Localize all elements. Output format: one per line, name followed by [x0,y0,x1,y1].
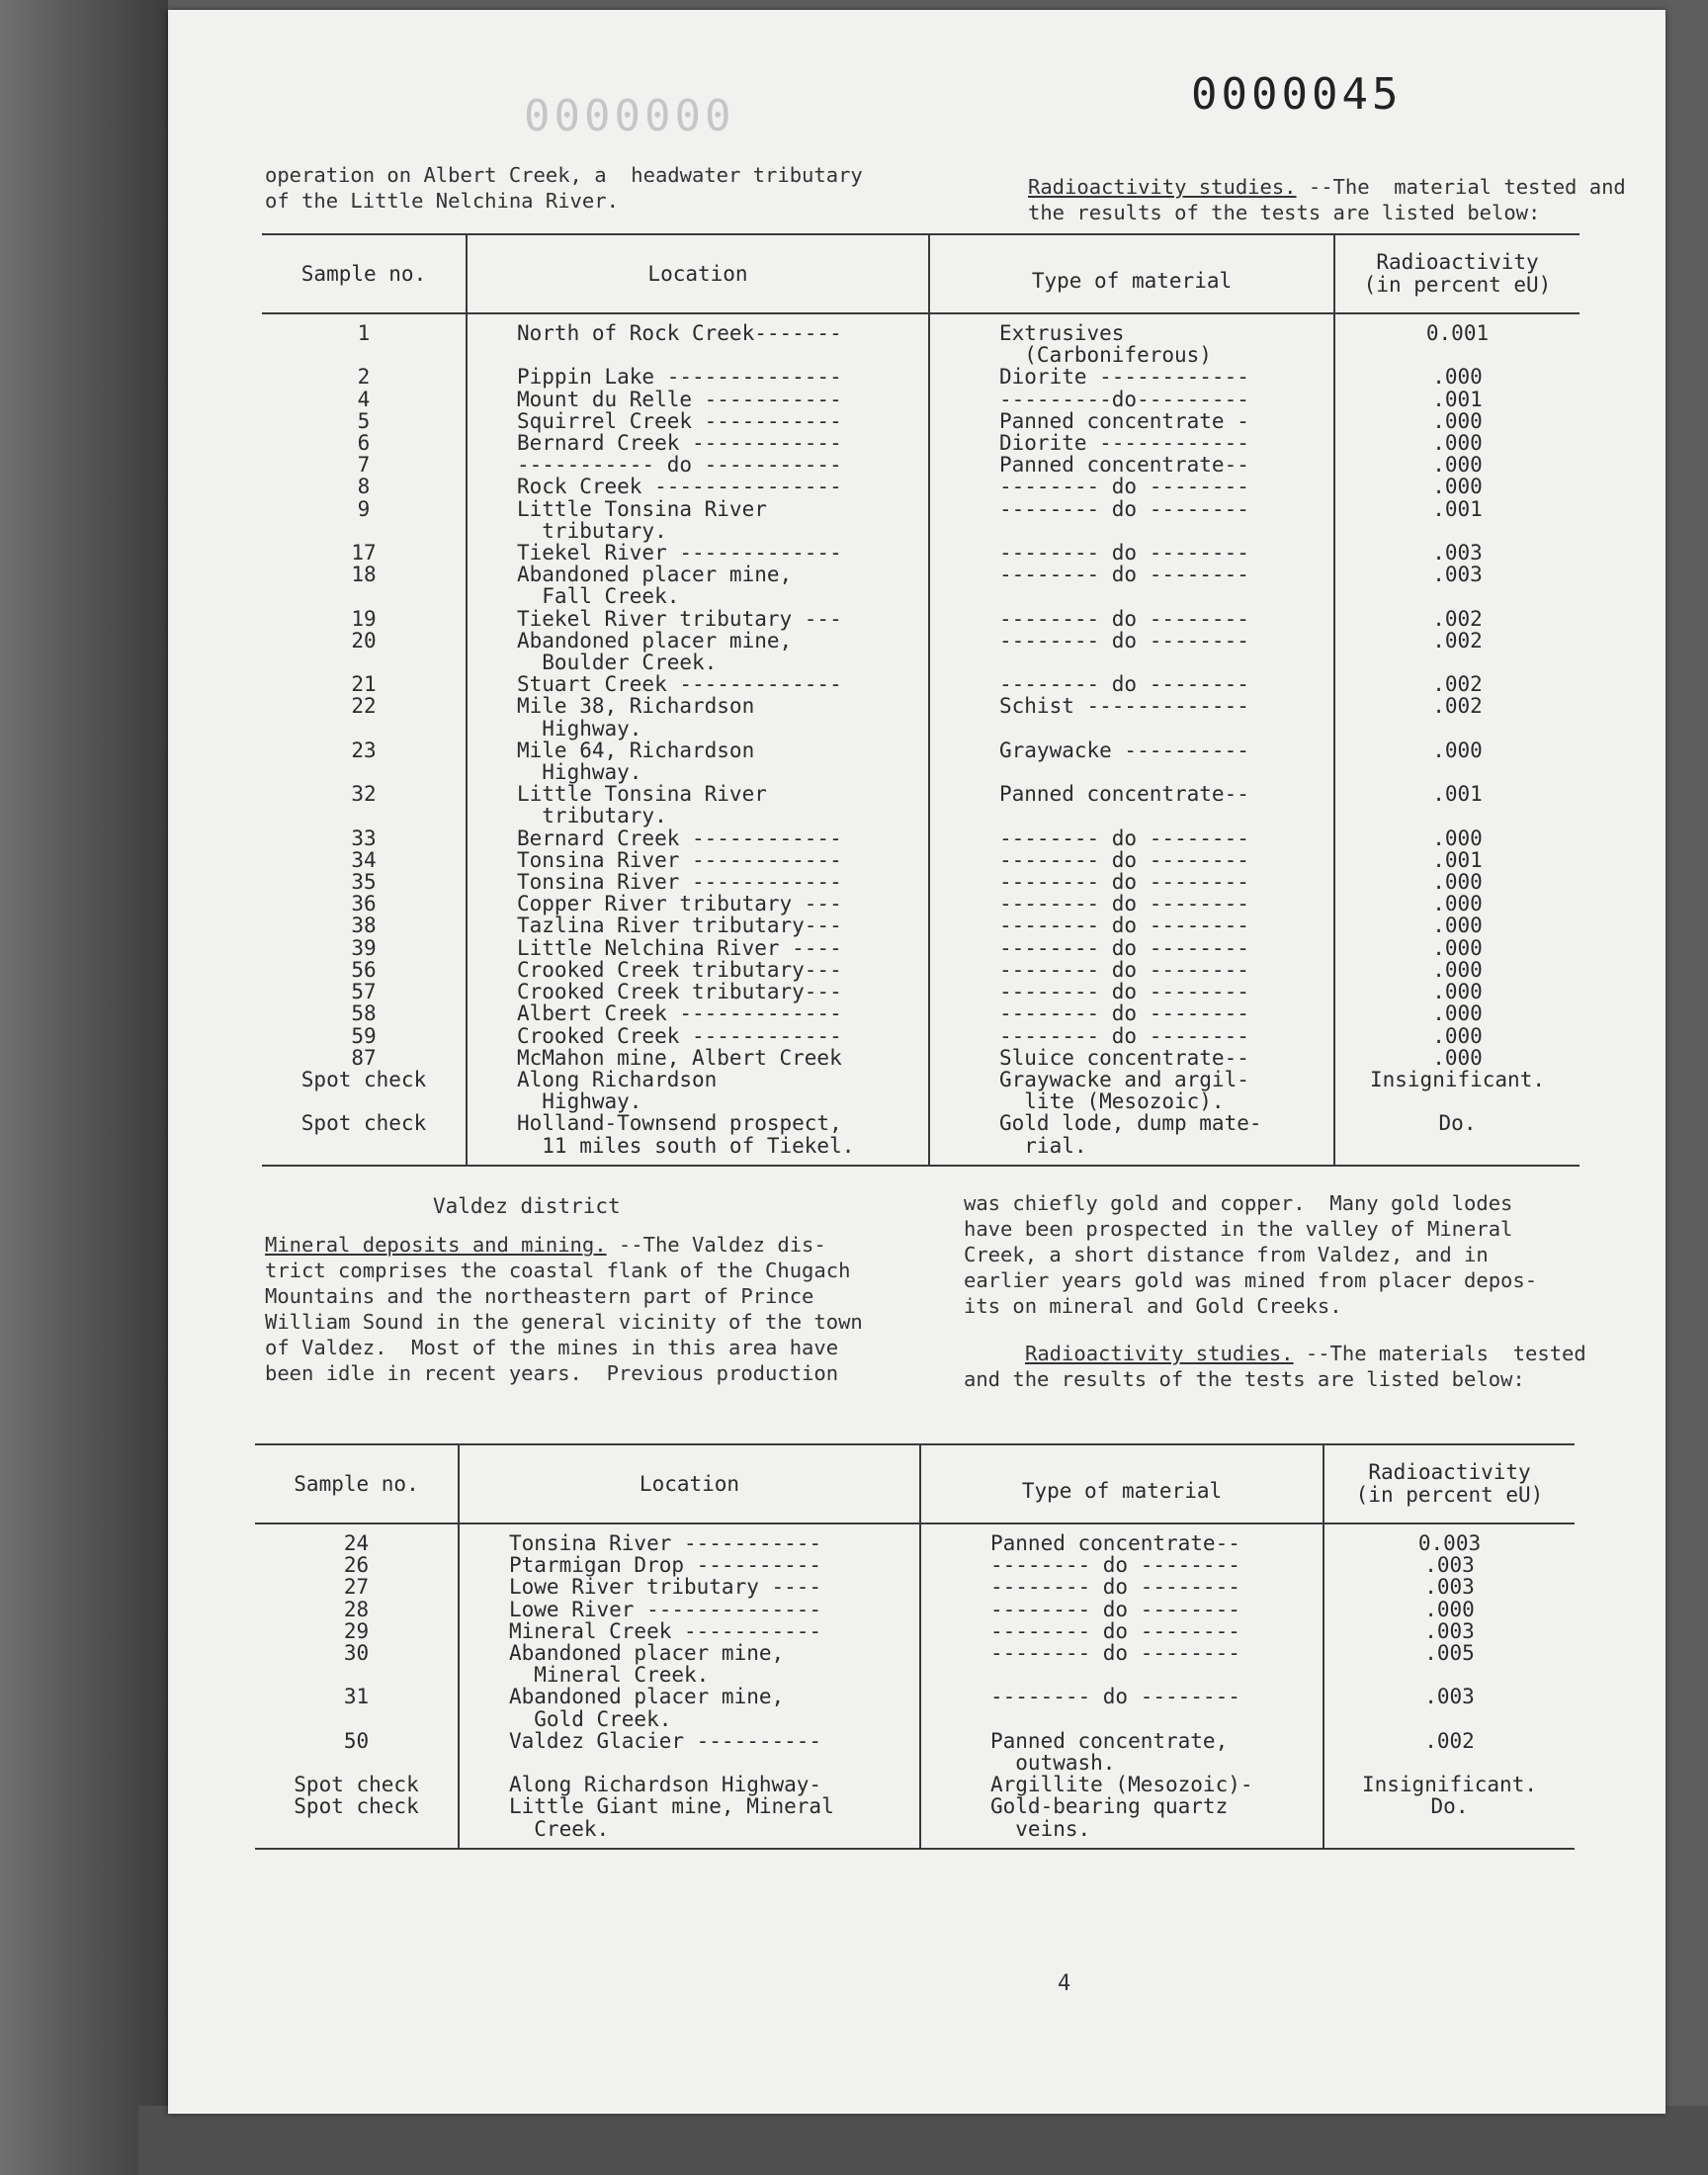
sample-no-column: 1 2 4 5 6 7 8 9 17 18 19 20 21 22 23 32 33 34 35 36 38 39 56 57 58 59 87 Spot check Spot check [262,313,467,1166]
radioactivity-column: 0.003 .003 .003 .000 .003 .005 .003 .002 Insignificant. Do. [1324,1523,1575,1849]
sample-no-column: 24 26 27 28 29 30 31 50 Spot check Spot check [255,1523,459,1849]
valdez-left-line1: --The Valdez dis- [606,1233,826,1257]
radioactivity-column: 0.001 .000 .001 .000 .000 .000 .000 .001 .003 .003 .002 .002 .002 .002 .000 .001 .000 .001 .000 .000 .000 .000 .000 .000 .000 .000 .000 Insignificant. Do. [1334,313,1580,1166]
radioactivity-heading-2: Radioactivity studies. [1025,1342,1294,1365]
table-header-row [262,234,1580,313]
valdez-left-text [265,1232,863,1386]
type-of-material-header: Type of material [920,1444,1324,1523]
radioactivity-table-1 [262,233,1580,1167]
intro-left-text: operation on Albert Creek, a headwater tributary of the Little Nelchina River. [265,163,863,213]
location-header: Location [459,1444,920,1523]
ghost-document-number: 0000000 [524,91,735,141]
scan-shadow-bottom [138,2106,1708,2175]
valdez-district-title: Valdez district [433,1194,621,1218]
location-column: North of Rock Creek------- Pippin Lake -------------- Mount du Relle ----------- Squirrel Creek ----------- Bernard Creek ------------ ----------- do ----------- Rock Creek --------------- Little Tonsina River tributary. Tiekel River ------------- Abandoned placer mine, Fall Creek. Tiekel River tributary --- Abandoned placer mine, Boulder Creek. Stuart Creek ------------- Mile 38, Richardson Highway. Mile 64, Richardson Highway. Little Tonsina River tributary. Bernard Creek ------------ Tonsina River ------------ Tonsina River ------------ Copper River tributary --- Tazlina River tributary--- Little Nelchina River ---- Crooked Creek tributary--- Crooked Creek tributary--- Albert Creek ------------- Crooked Creek ------------ McMahon mine, Albert Creek Along Richardson Highway. Holland-Townsend prospect, 11 miles south of Tiekel. [467,313,929,1166]
radioactivity-table-2 [255,1443,1575,1850]
type-of-material-header: Type of material [929,234,1334,313]
type-of-material-column: Extrusives (Carboniferous) Diorite ------------ ---------do--------- Panned concentrate - Diorite ------------ Panned concentrate-- -------- do -------- -------- do -------- -------- do -------- -------- do -------- -------- do -------- -------- do -------- -------- do -------- Schist ------------- Graywacke ---------- Panned concentrate-- -------- do -------- -------- do -------- -------- do -------- -------- do -------- -------- do -------- -------- do -------- -------- do -------- -------- do -------- -------- do -------- -------- do -------- Sluice concentrate-- Graywacke and argil- lite (Mesozoic). Gold lode, dump mate- rial. [929,313,1334,1166]
type-of-material-column: Panned concentrate-- -------- do -------- -------- do -------- -------- do -------- -------- do -------- -------- do -------- -------- do -------- Panned concentrate, outwash. Argillite (Mesozoic)- Gold-bearing quartz veins. [920,1523,1324,1849]
intro-right-text [1028,174,1626,225]
table-body-row [255,1523,1575,1849]
document-number: 0000045 [1191,69,1403,120]
location-header: Location [467,234,929,313]
mineral-deposits-heading: Mineral deposits and mining. [265,1233,607,1257]
valdez-left-rest: trict comprises the coastal flank of the Chugach Mountains and the northeastern part of Prince William Sound in the general vicinity of the town of Valdez. Most of the mines in this area have been idle in recent years. Previous production [265,1259,863,1385]
scan-shadow-left [0,0,168,2175]
valdez-right-line1: --The materials tested [1293,1342,1586,1365]
valdez-right-radioactivity [964,1341,1586,1392]
page-number: 4 [1058,1971,1071,1996]
sample-no-header: Sample no. [262,234,467,313]
radioactivity-header: Radioactivity (in percent eU) [1324,1444,1575,1523]
location-column: Tonsina River ----------- Ptarmigan Drop ---------- Lowe River tributary ---- Lowe River -------------- Mineral Creek ----------- Abandoned placer mine, Mineral Creek. Abandoned placer mine, Gold Creek. Valdez Glacier ---------- Along Richardson Highway- Little Giant mine, Mineral Creek. [459,1523,920,1849]
radioactivity-header: Radioactivity (in percent eU) [1334,234,1580,313]
sample-no-header: Sample no. [255,1444,459,1523]
radioactivity-heading-1: Radioactivity studies. [1028,175,1297,199]
valdez-right-text: was chiefly gold and copper. Many gold lodes have been prospected in the valley of Mineral Creek, a short distance from Valdez, and in earlier years gold was mined from placer depos- its on mineral and Gold Creeks. [964,1191,1538,1318]
table-body-row [262,313,1580,1166]
valdez-right-line2: and the results of the tests are listed below: [964,1367,1525,1391]
table-header-row [255,1444,1575,1523]
intro-right-line2: the results of the tests are listed below: [1028,201,1541,224]
intro-right-line1: --The material tested and [1296,175,1626,199]
